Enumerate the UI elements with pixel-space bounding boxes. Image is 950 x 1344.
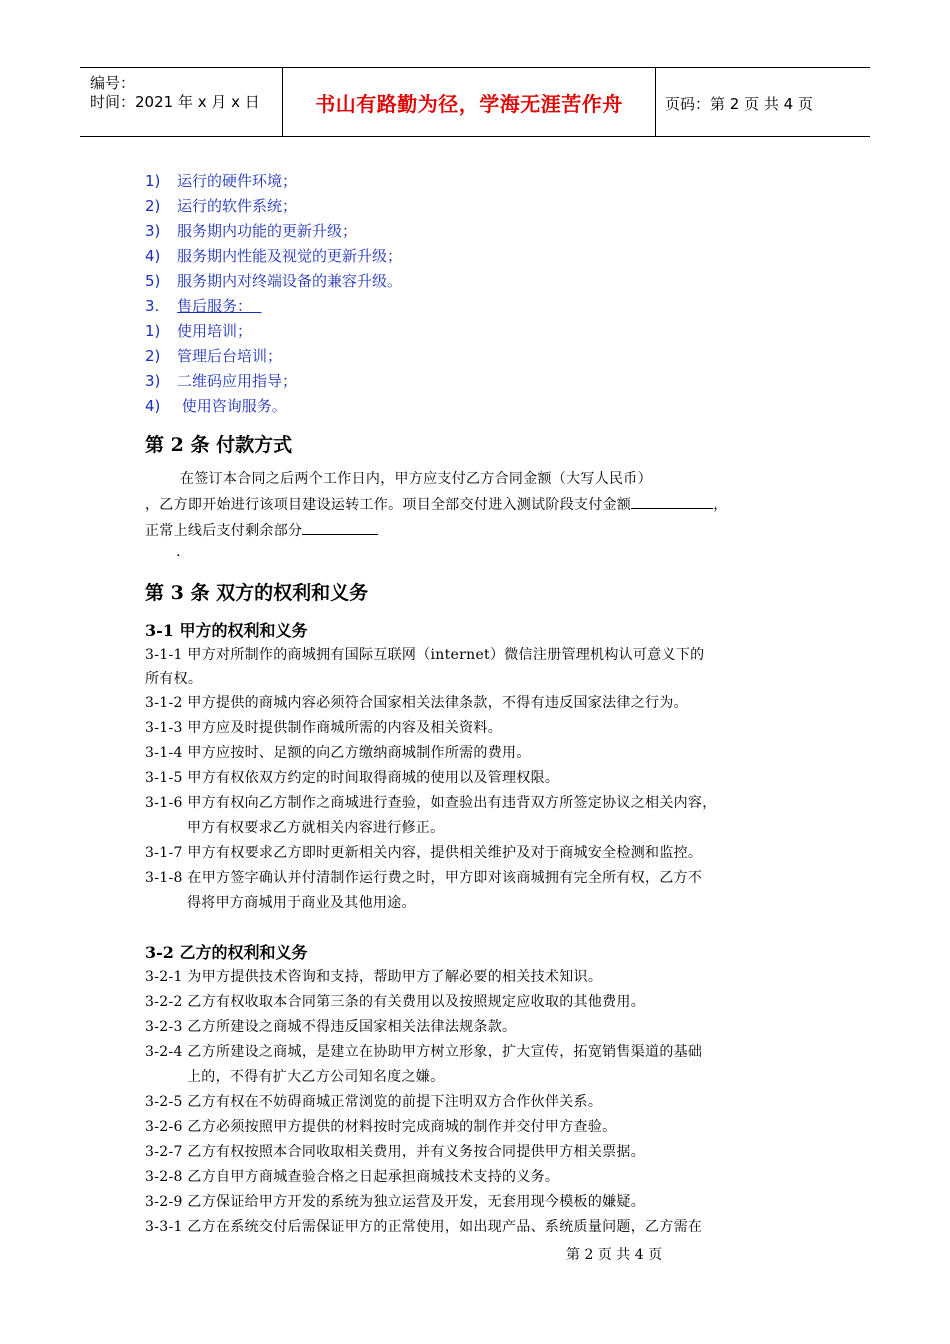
clause-line: 3-1-7 甲方有权要求乙方即时更新相关内容，提供相关维护及对于商城安全检测和监控。: [145, 845, 703, 861]
list-item: 2) 管理后台培训；: [145, 347, 283, 365]
clause-line: 所有权。: [145, 671, 203, 687]
clause-line: 3-1-5 甲方有权依双方约定的时间取得商城的使用以及管理权限。: [145, 770, 560, 786]
number-label: 编号：: [90, 74, 136, 92]
clause-line: 甲方有权要求乙方就相关内容进行修正。: [187, 820, 445, 836]
article-2-line-2: ，乙方即开始进行该项目建设运转工作。项目全部交付进入测试阶段支付金额 ，: [145, 494, 728, 514]
clause-line: 3-1-1 甲方对所制作的商城拥有国际互联网（internet）微信注册管理机构认可意义下的: [145, 647, 705, 663]
article-2-title: 第 2 条 付款方式: [145, 434, 293, 456]
blank-remaining-field: [302, 520, 378, 535]
list-item: 1) 运行的硬件环境；: [145, 172, 298, 190]
clause-line: 3-1-4 甲方应按时、足额的向乙方缴纳商城制作所需的费用。: [145, 745, 531, 761]
clause-line: 3-2-2 乙方有权收取本合同第三条的有关费用以及按照规定应收取的其他费用。: [145, 994, 646, 1010]
list-item: 4) 服务期内性能及视觉的更新升级；: [145, 247, 403, 265]
clause-line: 3-2-6 乙方必须按照甲方提供的材料按时完成商城的制作并交付甲方查验。: [145, 1119, 617, 1135]
header-meta: [80, 68, 282, 136]
article-2-line-3: 正常上线后支付剩余部分: [145, 520, 378, 540]
clause-line: 3-2-8 乙方自甲方商城查验合格之日起承担商城技术支持的义务。: [145, 1169, 560, 1185]
list-item: 5) 服务期内对终端设备的兼容升级。: [145, 272, 403, 290]
clause-line: 3-1-6 甲方有权向乙方制作之商城进行查验，如查验出有违背双方所签定协议之相关内容，: [145, 795, 717, 811]
blank-amount-field: [631, 494, 713, 509]
list-item: 2) 运行的软件系统；: [145, 197, 298, 215]
clause-line: 3-1-8 在甲方签字确认并付清制作运行费之时，甲方即对该商城拥有完全所有权，乙方不: [145, 870, 703, 886]
clause-line: 3-2-7 乙方有权按照本合同收取相关费用，并有义务按合同提供甲方相关票据。: [145, 1144, 646, 1160]
list-item: 4) 使用咨询服务。: [145, 397, 287, 415]
list-item: 3) 二维码应用指导；: [145, 372, 298, 390]
clause-line: 3-2-1 为甲方提供技术咨询和支持，帮助甲方了解必要的相关技术知识。: [145, 969, 603, 985]
article-2-line-4: .: [176, 544, 181, 560]
clause-line: 得将甲方商城用于商业及其他用途。: [187, 895, 416, 911]
page-footer: 第 2 页 共 4 页: [566, 1247, 663, 1263]
article-2-line-1: 在签订本合同之后两个工作日内，甲方应支付乙方合同金额（大写人民币）: [180, 471, 652, 487]
article-3-title: 第 3 条 双方的权利和义务: [145, 582, 369, 604]
clause-line: 上的，不得有扩大乙方公司知名度之嫌。: [187, 1069, 445, 1085]
list-item: 1) 使用培训；: [145, 322, 253, 340]
section-3-2-title: 3-2 乙方的权利和义务: [145, 943, 308, 962]
clause-line: 3-2-5 乙方有权在不妨碍商城正常浏览的前提下注明双方合作伙伴关系。: [145, 1094, 603, 1110]
time-label: 时间：2021 年 x 月 x 日: [90, 93, 260, 111]
clause-line: 3-2-9 乙方保证给甲方开发的系统为独立运营及开发，无套用现今模板的嫌疑。: [145, 1194, 646, 1210]
header-motto: 书山有路勤为径，学海无涯苦作舟: [282, 68, 656, 136]
section-3-1-title: 3-1 甲方的权利和义务: [145, 621, 308, 640]
page-header: [80, 67, 870, 137]
clause-line: 3-2-3 乙方所建设之商城不得违反国家相关法律法规条款。: [145, 1019, 517, 1035]
header-page-info: 页码：第 2 页 共 4 页: [665, 95, 813, 113]
list-item: 3) 服务期内功能的更新升级；: [145, 222, 358, 240]
list-heading-after-sales: 3. 售后服务：: [145, 297, 253, 315]
clause-line: 3-3-1 乙方在系统交付后需保证甲方的正常使用，如出现产品、系统质量问题，乙方需在: [145, 1219, 703, 1235]
clause-line: 3-1-3 甲方应及时提供制作商城所需的内容及相关资料。: [145, 720, 503, 736]
clause-line: 3-2-4 乙方所建设之商城，是建立在协助甲方树立形象，扩大宣传，拓宽销售渠道的基础: [145, 1044, 703, 1060]
clause-line: 3-1-2 甲方提供的商城内容必须符合国家相关法律条款，不得有违反国家法律之行为。: [145, 695, 688, 711]
